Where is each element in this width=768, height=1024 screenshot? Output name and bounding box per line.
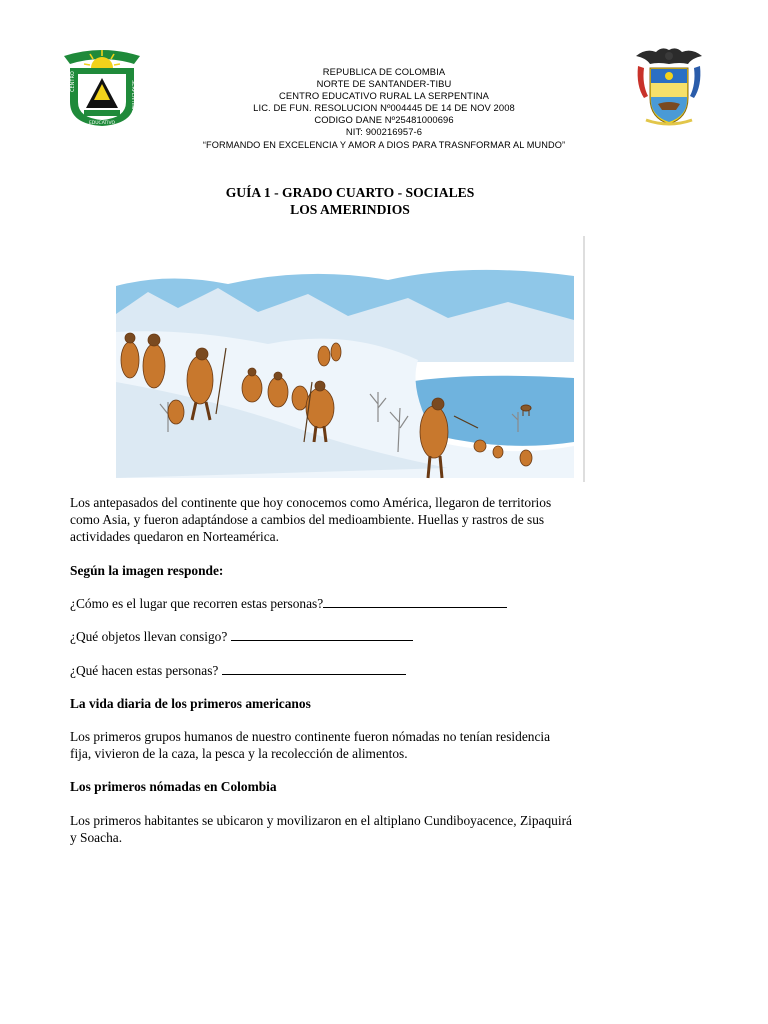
question-text: ¿Cómo es el lugar que recorren estas personas? [70,596,324,611]
intro-line: actividades quedaron en Norteamérica. [70,529,279,544]
letterhead-line: CODIGO DANE Nº25481000696 [314,114,454,126]
letterhead-line: NORTE DE SANTANDER-TIBU [316,78,452,90]
question-text: ¿Qué objetos llevan consigo? [70,629,228,644]
answer-blank[interactable] [231,628,413,641]
school-motto: “FORMANDO EN EXCELENCIA Y AMOR A DIOS PARA TRASNFORMAR AL MUNDO” [202,139,566,150]
letterhead [160,66,608,151]
section-paragraph [70,812,630,846]
section-paragraph [70,728,630,762]
logo-text-left: CENTRO [70,71,76,92]
letterhead-line: CENTRO EDUCATIVO RURAL LA SERPENTINA [279,90,489,102]
question-3 [70,662,630,679]
intro-paragraph [70,494,630,545]
section-heading: La vida diaria de los primeros americanos [70,696,311,711]
letterhead-line: REPUBLICA DE COLOMBIA [322,66,446,77]
logo-text-bottom: EDUCATIVO [88,121,116,126]
intro-line: como Asia, y fueron adaptándose a cambios del medioambiente. Huellas y rastros de sus [70,512,545,527]
school-logo [62,44,142,128]
answer-blank[interactable] [222,662,406,675]
logo-text-right: SERPENTINA [130,80,136,112]
letterhead-line: LIC. DE FUN. RESOLUCION Nº004445 DE 14 DE NOV 2008 [253,102,515,114]
intro-line: Los antepasados del continente que hoy conocemos como América, llegaron de territorios [70,495,552,510]
questions-prompt: Según la imagen responde: [70,563,224,578]
paragraph-line: y Soacha. [70,830,123,845]
question-2 [70,628,630,645]
answer-blank[interactable] [323,595,507,608]
nomads-snow-illustration [108,232,588,492]
guide-title-topic: LOS AMERINDIOS [290,202,410,217]
colombia-coat-of-arms [632,46,706,128]
guide-title-line: GUÍA 1 - GRADO CUARTO - SOCIALES [225,185,475,200]
section-heading: Los primeros nómadas en Colombia [70,779,277,794]
paragraph-line: Los primeros grupos humanos de nuestro continente fueron nómadas no tenían residencia [70,729,551,744]
letterhead-line: NIT: 900216957-6 [345,126,423,138]
paragraph-line: fija, vivieron de la caza, la pesca y la recolección de alimentos. [70,746,408,761]
guide-title [150,184,550,218]
paragraph-line: Los primeros habitantes se ubicaron y movilizaron en el altiplano Cundiboyacence, Zipaquirá [70,813,572,828]
question-1 [70,595,630,612]
question-text: ¿Qué hacen estas personas? [70,663,219,678]
